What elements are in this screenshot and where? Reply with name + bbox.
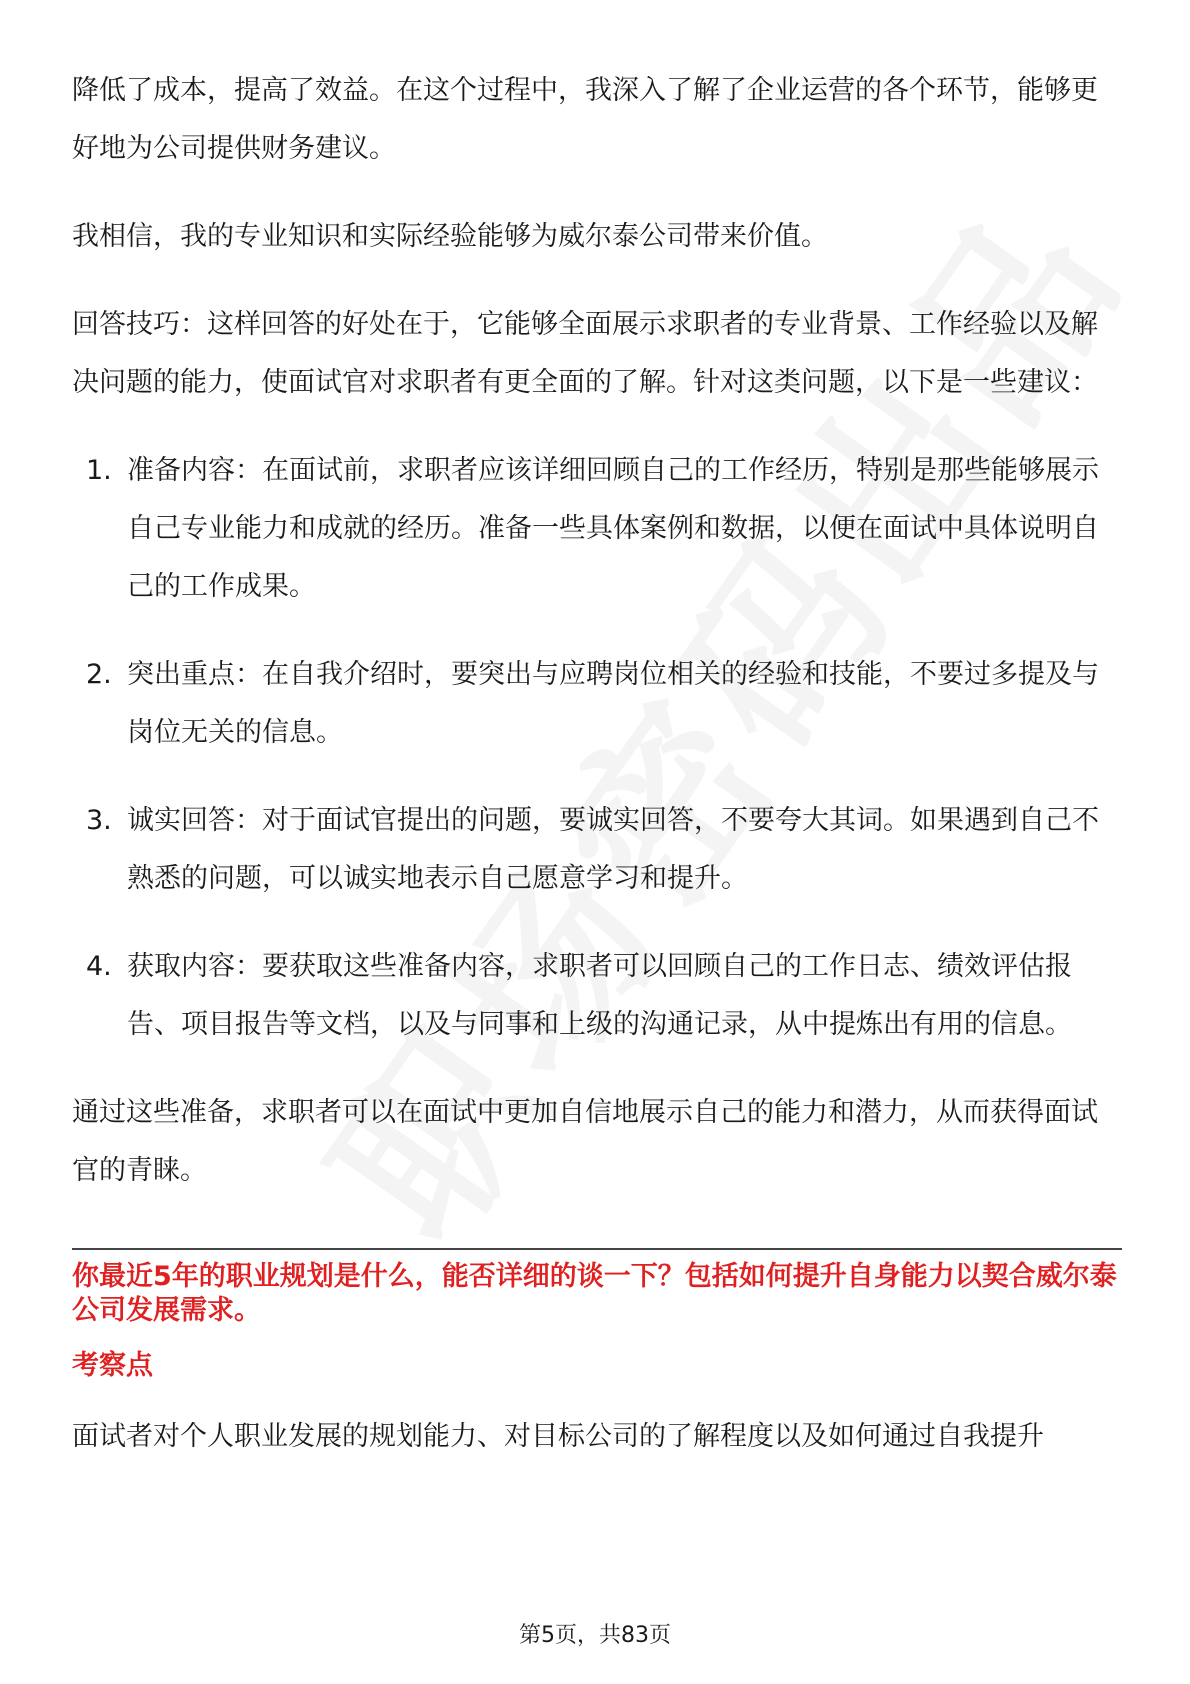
section-text: 面试者对个人职业发展的规划能力、对目标公司的了解程度以及如何通过自我提升 <box>72 1421 1044 1452</box>
list-item-text: 诚实回答：对于面试官提出的问题，要诚实回答，不要夸大其词。如果遇到自己不熟悉的问题，可以诚实地表示自己愿意学习和提升。 <box>127 805 1099 894</box>
paragraph-belief: 我相信，我的专业知识和实际经验能够为威尔泰公司带来价值。 <box>72 221 828 252</box>
page-number: 第5页，共83页 <box>519 1623 671 1648</box>
paragraph-tips-intro: 回答技巧：这样回答的好处在于，它能够全面展示求职者的专业背景、工作经验以及解决问题的能力，使面试官对求职者有更全面的了解。针对这类问题，以下是一些建议： <box>72 309 1098 398</box>
page-content <box>72 62 1122 1496</box>
paragraph-closing: 通过这些准备，求职者可以在面试中更加自信地展示自己的能力和潜力，从而获得面试官的青睐。 <box>72 1097 1098 1186</box>
list-item-text: 获取内容：要获取这些准备内容，求职者可以回顾自己的工作日志、绩效评估报告、项目报告等文档，以及与同事和上级的沟通记录，从中提炼出有用的信息。 <box>127 951 1072 1040</box>
list-item-number: 4. <box>86 951 112 982</box>
tips-list <box>72 442 1122 1054</box>
list-item-text: 准备内容：在面试前，求职者应该详细回顾自己的工作经历，特别是那些能够展示自己专业能力和成就的经历。准备一些具体案例和数据，以便在面试中具体说明自己的工作成果。 <box>127 455 1099 602</box>
section-label: 考察点 <box>72 1350 153 1381</box>
divider <box>72 1248 1122 1250</box>
list-item-number: 1. <box>86 455 112 486</box>
list-item <box>72 646 1122 762</box>
list-item <box>72 792 1122 908</box>
list-item <box>72 938 1122 1054</box>
list-item-text: 突出重点：在自我介绍时，要突出与应聘岗位相关的经验和技能，不要过多提及与岗位无关的信息。 <box>127 659 1099 748</box>
paragraph-cost: 降低了成本，提高了效益。在这个过程中，我深入了解了企业运营的各个环节，能够更好地为公司提供财务建议。 <box>72 75 1098 164</box>
list-item-number: 2. <box>86 659 112 690</box>
list-item <box>72 442 1122 616</box>
question-heading: 你最近5年的职业规划是什么，能否详细的谈一下？包括如何提升自身能力以契合威尔泰公司发展需求。 <box>72 1261 1117 1326</box>
list-item-number: 3. <box>86 805 112 836</box>
